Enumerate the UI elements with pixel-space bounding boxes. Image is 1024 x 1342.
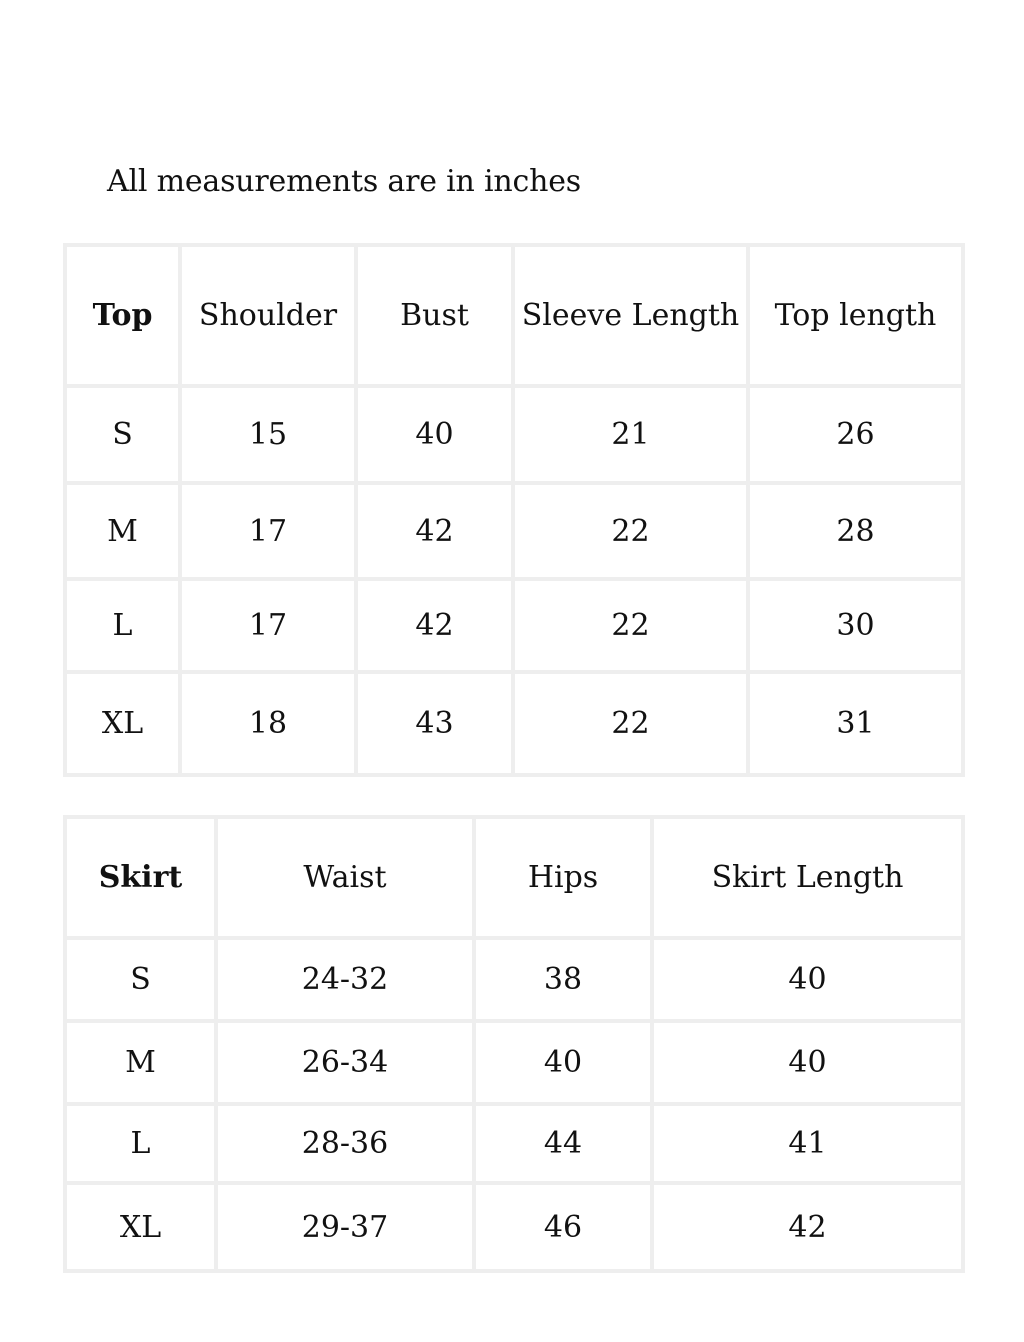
size-label: S	[65, 386, 180, 483]
table-cell: 15	[180, 386, 356, 483]
size-label: XL	[65, 672, 180, 775]
table-row	[65, 1183, 963, 1271]
table-cell: 30	[748, 579, 963, 672]
skirt-table-title: Skirt	[65, 817, 216, 938]
table-cell: 24-32	[216, 938, 474, 1021]
table-cell: 44	[474, 1104, 652, 1183]
table-cell: 42	[356, 483, 513, 579]
table-cell: 26	[748, 386, 963, 483]
size-label: L	[65, 579, 180, 672]
top-table-title: Top	[65, 245, 180, 386]
table-cell: 42	[356, 579, 513, 672]
top-size-table	[63, 243, 965, 777]
column-header-skirt-length: Skirt Length	[652, 817, 963, 938]
table-cell: 22	[513, 483, 748, 579]
table-cell: 22	[513, 672, 748, 775]
table-header-row	[65, 817, 963, 938]
column-header-hips: Hips	[474, 817, 652, 938]
table-header-row	[65, 245, 963, 386]
skirt-size-table	[63, 815, 965, 1273]
size-label: XL	[65, 1183, 216, 1271]
table-cell: 26-34	[216, 1021, 474, 1104]
table-cell: 31	[748, 672, 963, 775]
table-row	[65, 1021, 963, 1104]
table-row	[65, 938, 963, 1021]
size-label: M	[65, 1021, 216, 1104]
table-row	[65, 483, 963, 579]
table-cell: 18	[180, 672, 356, 775]
table-cell: 42	[652, 1183, 963, 1271]
table-cell: 40	[356, 386, 513, 483]
table-cell: 40	[474, 1021, 652, 1104]
table-cell: 38	[474, 938, 652, 1021]
size-label: L	[65, 1104, 216, 1183]
table-row	[65, 1104, 963, 1183]
measurement-note: All measurements are in inches	[107, 164, 581, 199]
table-cell: 41	[652, 1104, 963, 1183]
table-row	[65, 386, 963, 483]
table-cell: 28	[748, 483, 963, 579]
column-header-shoulder: Shoulder	[180, 245, 356, 386]
size-label: M	[65, 483, 180, 579]
table-cell: 46	[474, 1183, 652, 1271]
table-cell: 21	[513, 386, 748, 483]
column-header-bust: Bust	[356, 245, 513, 386]
table-cell: 40	[652, 938, 963, 1021]
table-cell: 29-37	[216, 1183, 474, 1271]
table-cell: 28-36	[216, 1104, 474, 1183]
table-cell: 22	[513, 579, 748, 672]
column-header-top-length: Top length	[748, 245, 963, 386]
column-header-waist: Waist	[216, 817, 474, 938]
table-row	[65, 672, 963, 775]
table-row	[65, 579, 963, 672]
table-cell: 43	[356, 672, 513, 775]
table-cell: 40	[652, 1021, 963, 1104]
size-label: S	[65, 938, 216, 1021]
table-cell: 17	[180, 483, 356, 579]
table-cell: 17	[180, 579, 356, 672]
column-header-sleeve-length: Sleeve Length	[513, 245, 748, 386]
